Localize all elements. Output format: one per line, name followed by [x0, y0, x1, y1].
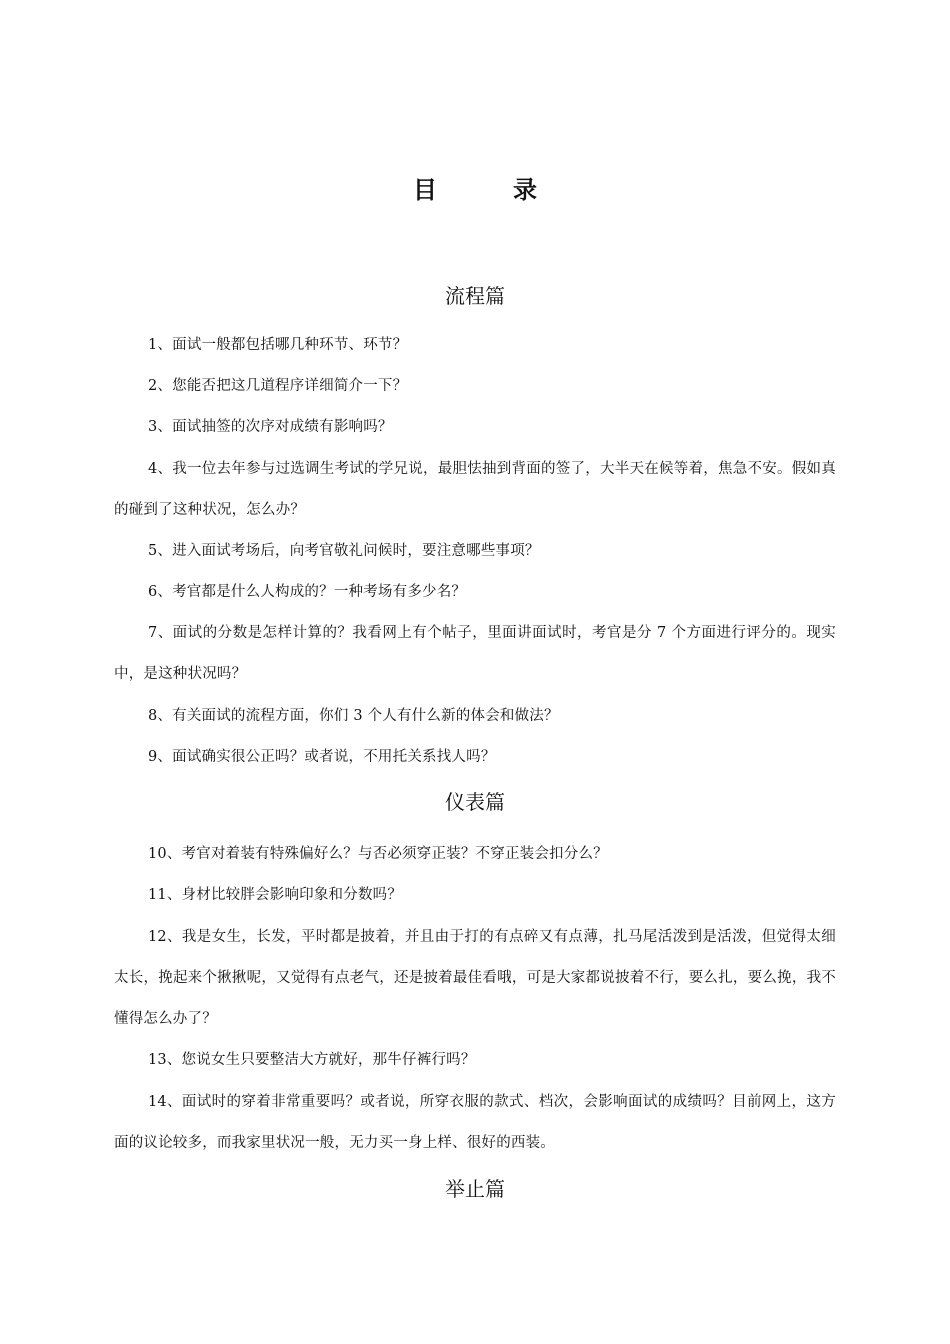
section-heading-appearance: 仪表篇: [445, 790, 505, 814]
toc-item: 13、您说女生只要整洁大方就好，那牛仔裤行吗？: [148, 1052, 476, 1068]
page-title: 目 录: [413, 176, 563, 204]
toc-item: 14、面试时的穿着非常重要吗？或者说，所穿衣服的款式、档次，会影响面试的成绩吗？目前网上，这方面的议论较多，而我家里状况一般，无力买一身上样、很好的西装。: [114, 1094, 836, 1151]
section-heading-manner: 举止篇: [445, 1177, 505, 1201]
toc-item: 4、我一位去年参与过选调生考试的学兄说，最胆怯抽到背面的签了，大半天在候等着，焦急不安。假如真的碰到了这种状况，怎么办？: [114, 461, 836, 518]
toc-item: 9、面试确实很公正吗？或者说，不用托关系找人吗？: [148, 749, 496, 765]
toc-item: 1、面试一般都包括哪几种环节、环节？: [148, 337, 408, 353]
toc-item: 3、面试抽签的次序对成绩有影响吗？: [148, 419, 393, 435]
toc-item: 12、我是女生，长发，平时都是披着，并且由于打的有点碎又有点薄，扎马尾活泼到是活泼，但觉得太细太长，挽起来个揪揪呢，又觉得有点老气，还是披着最佳看哦，可是大家都说披着不行，要么扎，要么挽，我不懂得怎么办了？: [114, 929, 836, 1027]
toc-item: 10、考官对着装有特殊偏好么？与否必须穿正装？不穿正装会扣分么？: [148, 846, 608, 862]
toc-item: 2、您能否把这几道程序详细简介一下？: [148, 378, 408, 394]
toc-item: 8、有关面试的流程方面，你们 3 个人有什么新的体会和做法？: [148, 708, 559, 724]
toc-item: 5、进入面试考场后，向考官敬礼问候时，要注意哪些事项？: [148, 543, 540, 559]
toc-item: 6、考官都是什么人构成的？一种考场有多少名？: [148, 584, 467, 600]
toc-item: 7、面试的分数是怎样计算的？我看网上有个帖子，里面讲面试时，考官是分 7 个方面进行评分的。现实中，是这种状况吗？: [114, 625, 836, 682]
toc-item: 11、身材比较胖会影响印象和分数吗？: [148, 887, 403, 903]
section-heading-process: 流程篇: [445, 284, 505, 308]
